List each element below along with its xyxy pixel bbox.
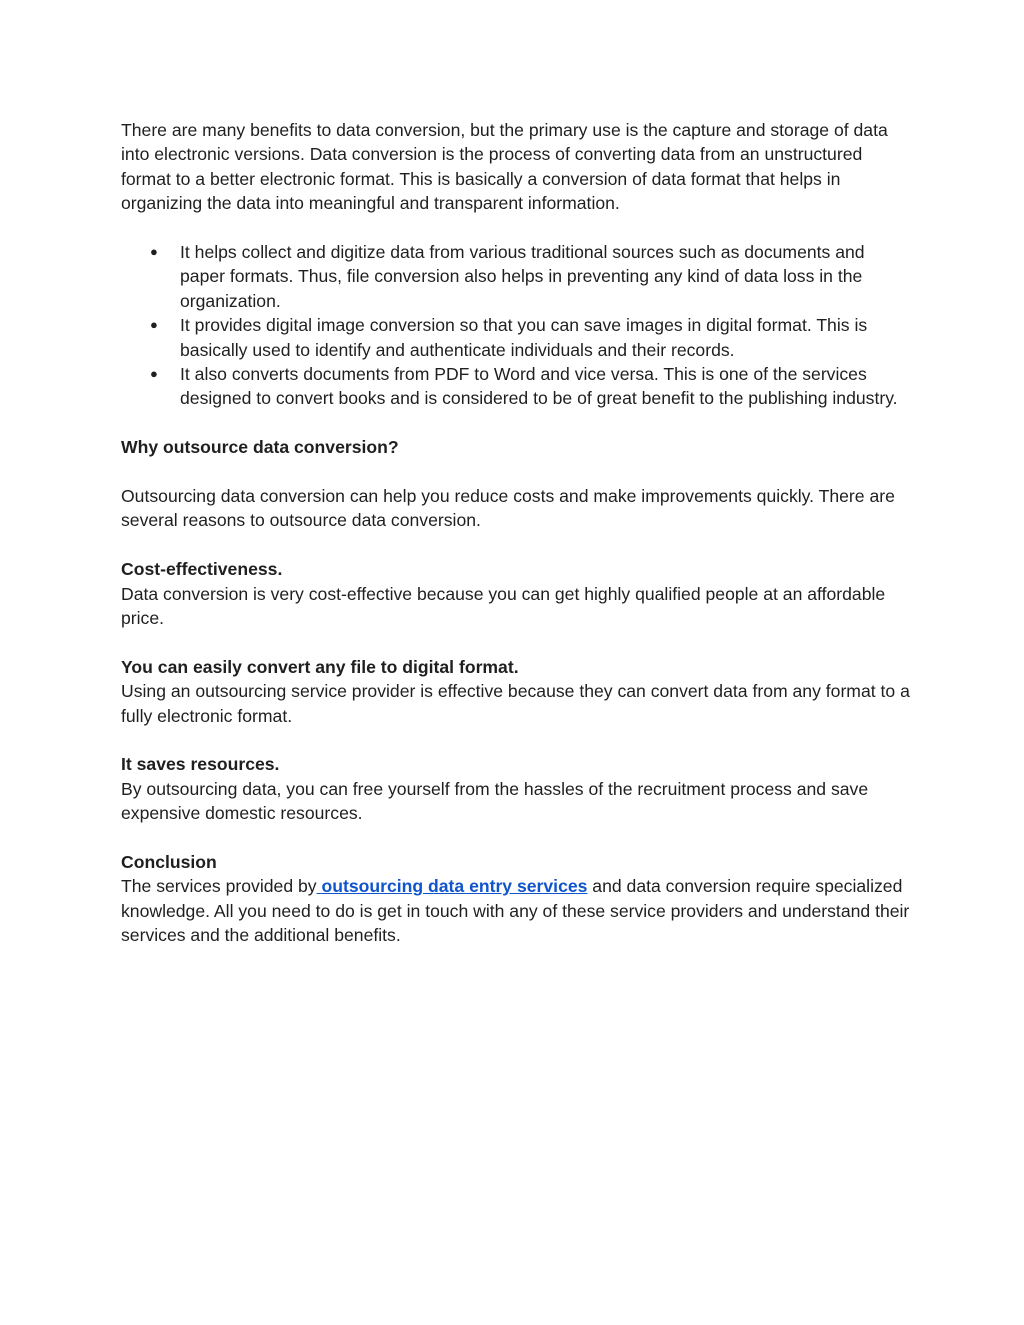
list-item — [121, 362, 911, 411]
convert-format-heading: You can easily convert any file to digital format. — [121, 656, 519, 677]
cost-effectiveness-heading: Cost-effectiveness. — [121, 559, 283, 580]
conclusion-heading: Conclusion — [121, 852, 217, 873]
saves-resources-heading: It saves resources. — [121, 754, 280, 775]
list-item — [121, 313, 911, 362]
list-item-text: It helps collect and digitize data from various traditional sources such as documents and paper formats. Thus, file conversion also helps in preventing any kind of data loss in the organization. — [180, 242, 865, 311]
bullet-icon: ● — [150, 317, 158, 333]
conclusion-text-before: The services provided by — [121, 876, 317, 897]
bullet-icon: ● — [150, 244, 158, 260]
convert-format-paragraph: Using an outsourcing service provider is effective because they can convert data from any format to a fully electronic format. — [121, 681, 910, 726]
bullet-icon: ● — [150, 366, 158, 382]
list-item-text: It provides digital image conversion so that you can save images in digital format. This is basically used to identify and authenticate individuals and their records. — [180, 315, 868, 360]
cost-effectiveness-paragraph: Data conversion is very cost-effective because you can get highly qualified people at an affordable price. — [121, 583, 886, 629]
conclusion-paragraph — [121, 874, 911, 947]
why-outsource-paragraph: Outsourcing data conversion can help you reduce costs and make improvements quickly. There are several reasons to outsource data conversion. — [121, 486, 895, 531]
saves-resources-paragraph: By outsourcing data, you can free yourself from the hassles of the recruitment process and save expensive domestic resources. — [121, 778, 869, 824]
list-item-text: It also converts documents from PDF to Word and vice versa. This is one of the services designed to convert books and is considered to be of great benefit to the publishing industry. — [180, 364, 898, 409]
list-item — [121, 240, 911, 313]
benefits-list — [121, 240, 911, 411]
document-page — [121, 118, 911, 972]
why-outsource-heading: Why outsource data conversion? — [121, 437, 399, 458]
outsourcing-data-entry-link[interactable]: outsourcing data entry services — [316, 876, 588, 897]
intro-paragraph: There are many benefits to data conversion, but the primary use is the capture and storage of data into electronic versions. Data conversion is the process of converting data from an unstructured format to a better electronic format. This is basically a conversion of data format that helps in organizing the data into meaningful and transparent information. — [121, 120, 888, 214]
conclusion-text-after: and data conversion require specialized knowledge. All you need to do is get in touch with any of these service providers and understand their services and the additional benefits. — [121, 876, 910, 946]
